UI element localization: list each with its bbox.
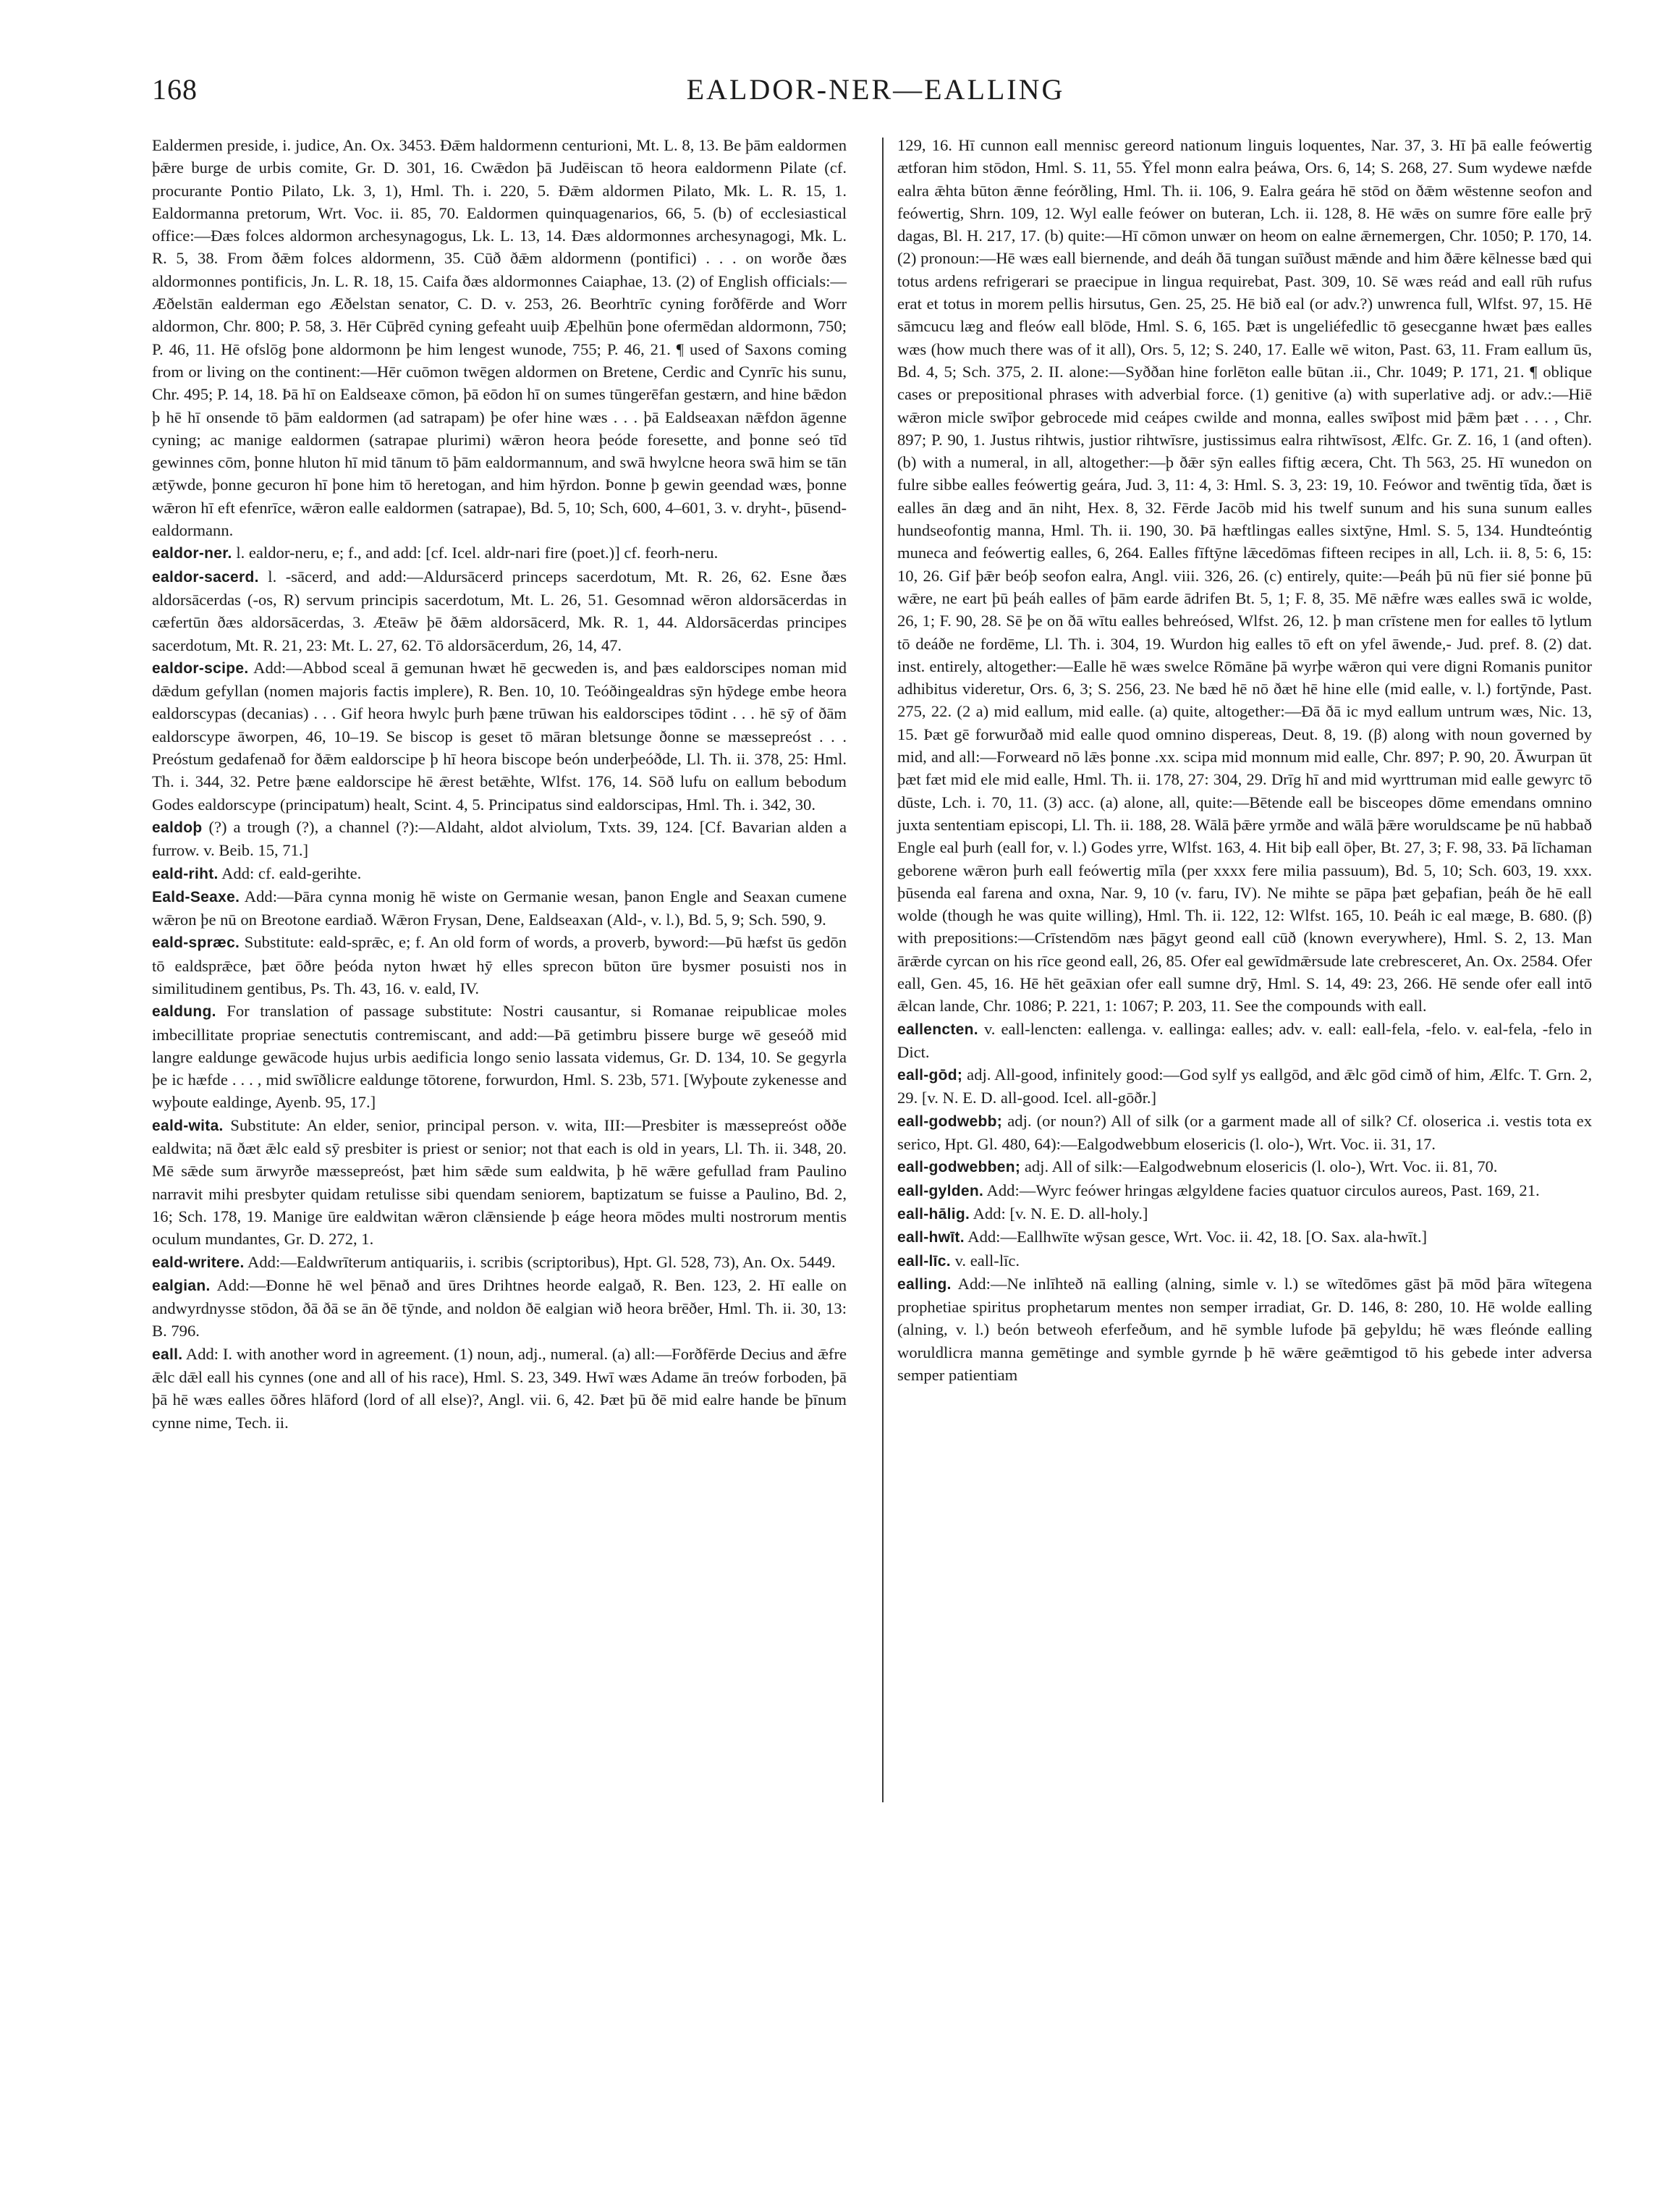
dictionary-entry — [152, 931, 847, 1000]
dictionary-entry — [152, 816, 847, 862]
entry-headword: ealgian. — [152, 1277, 211, 1294]
column-divider — [882, 138, 884, 1802]
entry-headword: eall-godwebb; — [897, 1113, 1003, 1130]
dictionary-entry — [897, 1018, 1592, 1064]
dictionary-entry — [152, 565, 847, 657]
entry-text: Add: [v. N. E. D. all-holy.] — [973, 1204, 1148, 1223]
entry-headword: ealdor-sacerd. — [152, 568, 259, 586]
entry-headword: ealdor-ner. — [152, 545, 232, 562]
entry-text: 129, 16. Hī cunnon eall mennisc gereord nationum linguis loquentes, Nar. 37, 3. Hī þā ealle feówertig ætforan him stōdon, Hml. S. 11, 55. Ȳfel monn ealra þeáwa, Ors. 6, 14; S. 268, 27. Sum wydewe næfde ealra ǣhta būton ǣnne feórðling, Hml. Th. ii. 106, 9. Ealra geára hē stōd on ðǣm wēstenne seofon and feówertig, Shrn. 109, 12. Wyl ealle feówer on buteran, Lch. ii. 128, 8. Hē wǣs on sumre fōre ealle þrȳ dagas, Bl. H. 217, 17. (b) quite:—Hī cōmon unwær on heom on ealne ǣrnemergen, Chr. 1050; P. 170, 14. (2) pronoun:—Hē wæs eall biernende, and deáh ðā tungan suīðust mǣnde and him ðǣre kēlnesse bæd qui totus ardens refrigerari se praecipue in lingua requirebat, Past. 309, 10. Sē wæs reád and eall rūh rufus erat et totus in morem pellis hirsutus, Gen. 25, 25. Hē bið eal (or adv.?) unwrenca full, Wlfst. 97, 15. Hē sāmcucu læg and fleów eall blōde, Hml. S. 6, 165. Þæt is ungeliéfedlic tō gesecganne hwæt þæs ealles wæs (how much there was of it all), Ors. 5, 12; S. 240, 17. Ealle wē witon, Past. 63, 11. Fram eallum ūs, Bd. 4, 5; Sch. 375, 2. II. alone:—Syððan hine forlēton ealle būtan .ii., Chr. 1049; P. 171, 21. ¶ oblique cases or prepositional phrases with adverbial force. (1) genitive (a) with superlative adj. or adv.:—Hiē wǣron micle swīþor gebrocede mid ceápes cwilde and monna, ealles swīþost mid þǣm þæt . . . , Chr. 897; P. 90, 1. Justus rihtwis, justior rihtwīsre, justissimus ealra rihtwīsost, Ælfc. Gr. Z. 16, 1 (and often). (b) with a numeral, in all, altogether:—þ ðǣr sȳn ealles fiftig æcera, Cht. Th 563, 25. Hī wunedon on fulre sibbe ealles feówertig geára, Jud. 3, 11: 4, 3: Hml. S. 3, 23: 19, 10. Feówor and twēntig tīda, ðæt is ealles ān dæg and ān niht, Hex. 8, 32. Fērde Jacōb mid his twelf sunum and his suna sunum ealles hundseofontig manna, Hml. Th. ii. 190, 30. Þā hæftlingas ealles sixtȳne, Hml. S. 5, 134. Hundteóntig muneca and feówertig ealles, 6, 264. Ealles fīftȳne lǣcedōmas fifteen recipes in all, Lch. ii. 8, 5: 6, 15: 10, 26. Gif þǣr beóþ seofon ealra, Angl. viii. 326, 26. (c) entirely, quite:—Þeáh þū nū fier sié þonne þū wǣre, ne eart þū þeáh ealles of þām earde ādrifen Bt. 5, 1; F. 8, 35. Mē nǣfre wæs ealles swā ic wolde, 26, 1; F. 90, 28. Sē þe on ðā wītu ealles behreósed, Wlfst. 26, 12. þ man crīstene men for ealles tō lytlum tō deáðe ne fordēme, Ll. Th. i. 304, 19. Wurdon hig ealles tō eft on yfel āwende,- Jud. pref. 8. (2) dat. inst. entirely, altogether:—Ealle hē wæs swelce Rōmāne þā wyrþe wǣron qui vere digni Romanis punitor adhibitus videretur, Ors. 6, 3; S. 256, 23. Ne bæd hē nō ðæt hē hine elle (mid ealle, v. l.) fortȳnde, Past. 275, 22. (2 a) mid eallum, mid ealle. (a) quite, altogether:—Ðā ðā ic myd eallum untrum wæs, Nic. 13, 15. Þæt gē forwurðað mid ealle quod omnino dispereas, Deut. 8, 19. (β) along with noun governed by mid, and all:—Forweard nō lǣs þonne .xx. scipa mid monnum mid ealle, Chr. 897; P. 90, 20. Āwurpan ūt þæt fæt mid ele mid ealle, Hml. Th. ii. 178, 27: 304, 29. Drīg hī and mid wyrttruman mid ealle gewyrc tō dūste, Lch. i. 70, 11. (3) acc. (a) alone, all, quite:—Bētende eall be bisceopes dōme emendans omnino juxta sententiam episcopi, Ll. Th. ii. 188, 28. Wālā þǣre yrmðe and wālā þǣre woruldscame þe nū habbað Engle eal þurh (eall for, v. l.) Godes yrre, Wlfst. 163, 4. Hit biþ eall ōþer, Bt. 27, 3; F. 98, 33. Þā līchaman geborene wǣron þurh eall feówertig mīla (per xxxx fere milia passuum), Bd. 5, 10; Sch. 603, 19. xxx. þūsenda eal farena and oxna, Nar. 9, 10 (v. faru, IV). Ne mihte se pāpa þæt geþafian, þeáh ðe hē eall wolde (though he was quite willing), Hml. Th. ii. 122, 12: Wlfst. 165, 10. Þeáh ic eal mæge, B. 680. (β) with prepositions:—Crīstendōm næs þāgyt geond eall cūð (known everywhere), Hml. S. 2, 13. Man ārǣrde cyrcan on his rīce geond eall, 26, 85. Ofer eal gewīdmǣrsude late crebresceret, An. Ox. 2584. Ofer eall, Gen. 45, 16. Hē hēt geāxian ofer eall sumne drȳ, Hml. S. 14, 49: 23, 266. Hē sende ofer eall intō ǣlcan lande, Chr. 1086; P. 221, 1: 1067; P. 203, 11. See the compounds with eall. — [897, 136, 1592, 1016]
dictionary-entry — [152, 862, 847, 885]
entry-text: Add:—Þāra cynna monig hē wiste on Germanie wesan, þanon Engle and Seaxan cumene wǣron þe nū on Breotone eardiað. Wǣron Frysan, Dene, Ealdseaxan (Ald-, v. l.), Bd. 5, 9; Sch. 590, 9. — [152, 887, 847, 929]
dictionary-entry — [152, 134, 847, 541]
entry-headword: eall-gylden. — [897, 1182, 984, 1199]
entry-headword: ealdor-scipe. — [152, 659, 249, 677]
dictionary-entry — [897, 1110, 1592, 1156]
running-head — [152, 72, 1599, 116]
dictionary-entry — [152, 1343, 847, 1434]
entry-headword: eall. — [152, 1346, 183, 1363]
entry-text: Add:—Ðonne hē wel þēnað and ūres Drihtnes heorde ealgað, R. Ben. 123, 2. Hī ealle on andwyrdnysse stōdon, ðā ðā se ān ðē tȳnde, and noldon ðē ealgian wið heora brēðer, Hml. Th. ii. 30, 13: B. 796. — [152, 1275, 847, 1341]
entry-text: Substitute: eald-sprǣc, e; f. An old form of words, a proverb, byword:—Þū hæfst ūs gedōn tō ealdsprǣce, þæt ōðre þeóda nyton hwæt hȳ elles sprecon būton ūre bysmer posuisti nos in similitudinem gentibus, Ps. Th. 43, 16. v. eald, IV. — [152, 933, 847, 997]
entry-text: v. eall-lencten: eallenga. v. eallinga: ealles; adv. v. eall: eall-fela, -felo. v. eal-fela, -felo in Dict. — [897, 1019, 1592, 1061]
dictionary-entry — [897, 134, 1592, 1018]
entry-text: Ealdermen preside, i. judice, An. Ox. 3453. Ðǣm haldormenn centurioni, Mt. L. 8, 13. Be þām ealdormen þǣre burge de urbis comite, Gr. D. 301, 16. Cwǣdon þā Judēiscan tō heora ealdormenn Pilate (cf. procurante Pontio Pilato, Lk. 3, 1), Hml. Th. i. 220, 5. Ðǣm aldormen Pilato, Mk. L. R. 15, 1. Ealdormanna pretorum, Wrt. Voc. ii. 85, 70. Ealdormen quinquagenarios, 66, 5. (b) of ecclesiastical office:—Ðæs folces aldormon archesynagogus, Lk. L. 13, 14. Ðæs aldormonnes archesynagogi, Mk. L. R. 5, 38. From ðǣm folces aldormenn, 35. Cūð ðǣm aldormenn (pontifici) . . . on worðe ðæs aldormonnes pontificis, Jn. L. R. 18, 15. Caifa ðæs aldormonnes Caiaphae, 13. (2) of English officials:—Æðelstān ealderman ego Æðelstan senator, C. D. v. 253, 26. Beorhtrīc cyning forðfērde and Worr aldormon, Chr. 800; P. 58, 3. Hēr Cūþrēd cyning gefeaht uuiþ Æþelhūn þone ofermēdan aldormonn, 750; P. 46, 11. Hē ofslōg þone aldormonn þe him lengest wunode, 755; P. 46, 21. ¶ used of Saxons coming from or living on the continent:—Hēr cuōmon twēgen aldormen on Bretene, Cerdic and Cynrīc his sunu, Chr. 495; P. 14, 18. Þā hī on Ealdseaxe cōmon, þā eōdon hī on sumes tūngerēfan gestærn, and hine bǣdon þ hē hī onsende tō þām ealdormen (ad satrapam) þe ofer hine wæs . . . þā Ealdseaxan nǣfdon āgenne cyning; ac manige ealdormen (satrapae plurimi) wǣron heora þeóde foresette, and þonne seó tīd gewinnes cōm, þonne hluton hī mid tānum tō þām ealdormannum, and swā hwylcne heora swā him se tān ætȳwde, þonne gecuron hī þone him tō heretogan, and him hȳrdon. Þonne þ gewin geendad wæs, þonne wǣron hī eft efenrīce, wǣron ealle ealdormen (satrapae), Bd. 5, 10; Sch, 600, 4–601, 3. v. dryht-, þūsend-ealdormann. — [152, 136, 847, 540]
right-column — [897, 134, 1592, 1386]
entry-text: Add:—Ne inlīhteð nā ealling (alning, simle v. l.) se wītedōmes gāst þā mōd þāra wītegena prophetiae spiritus prophetarum mentes non semper irradiat, Gr. D. 146, 8: 280, 10. Hē wolde ealling (alning, v. l.) beón betweoh eferfeðum, and hē symble lufode þā geþyldu; hē wæs fleónde ealling woruldlicra manna gemētinge and symble gyrnde þ hē wǣre geǣmtigod tō his gebede inter adversa semper patientiam — [897, 1274, 1592, 1385]
dictionary-entry — [897, 1063, 1592, 1110]
dictionary-entry — [897, 1179, 1592, 1202]
entry-text: (?) a trough (?), a channel (?):—Aldaht, aldot alviolum, Txts. 39, 124. [Cf. Bavarian alden a furrow. v. Beib. 15, 71.] — [152, 817, 847, 860]
page-number: 168 — [152, 73, 198, 106]
entry-headword: eald-spræc. — [152, 934, 240, 952]
left-column — [152, 134, 847, 1434]
entry-headword: eall-gōd; — [897, 1067, 963, 1084]
dictionary-entry — [152, 657, 847, 816]
entry-headword: eall-godwebben; — [897, 1159, 1021, 1176]
entry-headword: ealdung. — [152, 1003, 216, 1021]
dictionary-entry — [897, 1202, 1592, 1225]
entry-text: For translation of passage substitute: Nostri causantur, si Romanae reipublicae moles imbecillitate propriae senectutis contremiscant, and add:—Þā getimbru þissere burge wē geseóð mid langre ealdunge gewācode hujus urbis aedificia longo senio lassata videmus, Gr. D. 134, 10. Se gegyrla þe ic hæfde . . . , mid swīðlicre ealdunge tōtorene, forwurdon, Hml. S. 23b, 571. [Wyþoute zykenesse and wyþoute ealdinge, Ayenb. 95, 17.] — [152, 1002, 847, 1112]
entry-headword: Eald-Seaxe. — [152, 888, 240, 906]
entry-headword: eald-writere. — [152, 1254, 245, 1271]
entry-text: Add:—Eallhwīte wȳsan gesce, Wrt. Voc. ii. 42, 18. [O. Sax. ala-hwīt.] — [967, 1228, 1428, 1246]
entry-headword: ealdoþ — [152, 819, 203, 836]
entry-text: Substitute: An elder, senior, principal person. v. wita, III:—Presbiter is mæssepreóst oððe ealdwita; nā ðæt ǣlc eald sȳ presbiter is priest or senior; not that each is old in years, Ll. Th. ii. 348, 20. Mē sǣde sum ārwyrðe mæssepreóst, þæt him sǣde sum ealdwita, þ hē wǣre gefullad fram Paulino narravit mihi presbyter quidam retulisse sibi quendam seniorem, baptizatum se fuisse a Paulino, Bd. 2, 16; Sch. 178, 19. Manige ūre ealdwitan wǣron clǣnsiende þ eáge heora mōdes multi nostrorum mentis oculum mundantes, Gr. D. 272, 1. — [152, 1115, 847, 1249]
entry-text: Add: cf. eald-gerihte. — [221, 864, 362, 882]
entry-headword: ealling. — [897, 1275, 952, 1293]
entry-headword: eallencten. — [897, 1021, 978, 1038]
entry-text: v. eall-līc. — [954, 1251, 1020, 1270]
entry-text: adj. All of silk:—Ealgodwebnum elosericis (l. olo-), Wrt. Voc. ii. 81, 70. — [1024, 1157, 1498, 1176]
entry-text: Add: I. with another word in agreement. (1) noun, adj., numeral. (a) all:—Forðfērde Decius and ǣfre ǣlc dǣl eall his cynnes (one and all of his race), Hml. S. 23, 349. Hwī wæs Adame ān treów forboden, þā þā hē wæs ealles ōðres hlāford (lord of all else)?, Angl. vii. 6, 42. Þæt þū ðē mid ealre hande be þīnum cynne nime, Tech. ii. — [152, 1344, 847, 1432]
dictionary-entry — [152, 1114, 847, 1251]
dictionary-entry — [152, 541, 847, 565]
dictionary-entry — [152, 1251, 847, 1274]
dictionary-entry — [897, 1249, 1592, 1272]
entry-headword: eald-wita. — [152, 1117, 224, 1134]
dictionary-entry — [897, 1155, 1592, 1178]
dictionary-entry — [152, 1000, 847, 1113]
entry-text: Add:—Abbod sceal ā gemunan hwæt hē gecweden is, and þæs ealdorscipes noman mid dǣdum gefyllan (nomen majoris factis implere), R. Ben. 10, 10. Teóðingealdras sȳn hȳdege embe heora ealdorscypas (decanias) . . . Gif heora hwylc þurh þæne trūwan his ealdorscipes tōdint . . . hē sȳ of ðām ealdorscype āworpen, 46, 10–19. Se biscop is geset tō māran bletsunge ðonne se mæssepreóst . . . Preóstum gedafenað for ðǣm ealdorscipe þ hī heora biscope beón underþeóðde, Ll. Th. ii. 378, 25: Hml. Th. i. 344, 32. Petre þæne ealdorscipe hē ǣrest betǣhte, Wlfst. 176, 14. Sōð lufu on eallum bebodum Godes ealdorscype (principatum) healt, Scint. 4, 5. Principatus sind ealdorscipas, Hml. Th. i. 342, 30. — [152, 658, 847, 814]
entry-text: l. -sācerd, and add:—Aldursācerd princeps sacerdotum, Mt. R. 26, 62. Esne ðæs aldorsācerdas (-os, R) servum principis sacerdotum, Mt. L. 26, 51. Gesomnad wēron aldorsācerdas in cæfertūn ðæs aldorsācerdas, 3. Æteāw þē ðǣm aldorsācerd, Mk. R. 1, 44. Aldorsācerdas principes sacerdotum, Mt. R. 21, 23: Mt. L. 27, 62. Tō aldorsācerdum, 26, 14, 47. — [152, 567, 847, 654]
dictionary-entry — [152, 885, 847, 932]
dictionary-entry — [897, 1272, 1592, 1386]
entry-headword: eall-hālig. — [897, 1205, 970, 1223]
dictionary-entry — [152, 1274, 847, 1343]
entry-headword: eall-hwīt. — [897, 1229, 965, 1246]
entry-text: adj. All-good, infinitely good:—God sylf ys eallgōd, and ǣlc gōd cimð of him, Ælfc. T. Grn. 2, 29. [v. N. E. D. all-good. Icel. all-gōðr.] — [897, 1065, 1592, 1107]
entry-headword: eald-riht. — [152, 865, 219, 882]
dictionary-entry — [897, 1225, 1592, 1249]
entry-text: Add:—Ealdwrīterum antiquariis, i. scribis (scriptoribus), Hpt. Gl. 528, 73), An. Ox. 5449. — [247, 1252, 836, 1271]
entry-text: Add:—Wyrc feówer hringas ælgyldene facies quatuor circulos aureos, Past. 169, 21. — [986, 1181, 1540, 1199]
entry-headword: eall-līc. — [897, 1252, 951, 1270]
entry-text: adj. (or noun?) All of silk (or a garment made all of silk? Cf. oloserica .i. vestis tota ex serico, Hpt. Gl. 480, 64):—Ealgodwebbum elosericis (l. olo-), Wrt. Voc. ii. 31, 17. — [897, 1111, 1592, 1154]
entry-text: l. ealdor-neru, e; f., and add: [cf. Icel. aldr-nari fire (poet.)] cf. feorh-neru. — [236, 544, 719, 562]
page-title: EALDOR-NER—EALLING — [686, 73, 1065, 106]
